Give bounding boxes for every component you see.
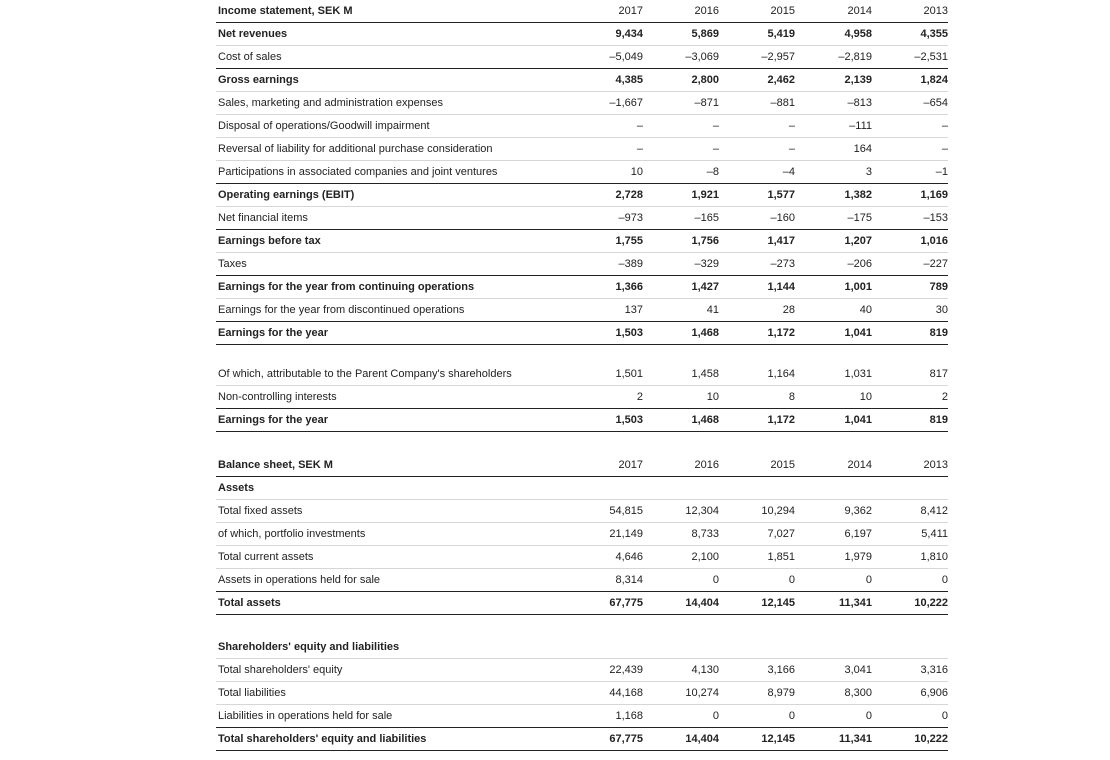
cell-value: 4,385 — [615, 74, 643, 86]
cell-value: –160 — [770, 212, 795, 224]
cell-value: 5,869 — [691, 28, 719, 40]
table-row — [216, 184, 948, 207]
table-row — [216, 409, 948, 432]
equity-rows — [216, 659, 948, 751]
cell-value: – — [712, 120, 719, 132]
cell-value: 1,031 — [844, 368, 872, 380]
row-label: of which, portfolio investments — [218, 528, 366, 540]
cell-value: 2,800 — [691, 74, 719, 86]
table-row — [216, 322, 948, 345]
cell-value: 12,145 — [761, 597, 795, 609]
cell-value: –2,531 — [914, 51, 948, 63]
row-label: Gross earnings — [218, 74, 299, 86]
cell-value: –871 — [694, 97, 719, 109]
cell-value: –3,069 — [685, 51, 719, 63]
cell-value: 1,041 — [844, 414, 872, 426]
cell-value: 819 — [929, 327, 948, 339]
year-header: 2016 — [694, 459, 719, 471]
cell-value: 3,041 — [844, 664, 872, 676]
cell-value: 0 — [788, 574, 795, 586]
cell-value: –206 — [847, 258, 872, 270]
cell-value: 4,958 — [844, 28, 872, 40]
cell-value: 10 — [630, 166, 643, 178]
cell-value: 8,314 — [615, 574, 643, 586]
income-statement-table — [216, 0, 948, 345]
row-label: Non-controlling interests — [218, 391, 337, 403]
cell-value: 7,027 — [767, 528, 795, 540]
cell-value: 10 — [859, 391, 872, 403]
table-row — [216, 682, 948, 705]
cell-value: 1,001 — [844, 281, 872, 293]
cell-value: 3 — [865, 166, 872, 178]
cell-value: 5,411 — [921, 528, 948, 540]
cell-value: 10,274 — [685, 687, 719, 699]
row-label: Net financial items — [218, 212, 308, 224]
row-label: Total current assets — [218, 551, 314, 563]
cell-value: 1,144 — [767, 281, 795, 293]
cell-value: 1,169 — [920, 189, 948, 201]
table-row — [216, 115, 948, 138]
year-header: 2015 — [770, 459, 795, 471]
cell-value: – — [712, 143, 719, 155]
cell-value: –227 — [923, 258, 948, 270]
balance-sheet-table — [216, 454, 948, 615]
cell-value: – — [941, 143, 948, 155]
cell-value: 2,462 — [767, 74, 795, 86]
cell-value: 1,417 — [767, 235, 795, 247]
table-row — [216, 299, 948, 322]
cell-value: 1,503 — [615, 327, 643, 339]
cell-value: 1,468 — [691, 327, 719, 339]
cell-value: –8 — [706, 166, 719, 178]
assets-heading: Assets — [218, 482, 255, 494]
year-header: 2017 — [618, 5, 643, 17]
table-row — [216, 500, 948, 523]
cell-value: –153 — [923, 212, 948, 224]
cell-value: 4,355 — [920, 28, 948, 40]
cell-value: 8,300 — [844, 687, 872, 699]
cell-value: 10 — [706, 391, 719, 403]
cell-value: 1,172 — [767, 327, 795, 339]
row-label: Total assets — [218, 597, 281, 609]
cell-value: 11,341 — [838, 597, 872, 609]
cell-value: –389 — [618, 258, 643, 270]
cell-value: 6,197 — [844, 528, 872, 540]
cell-value: 8,733 — [691, 528, 719, 540]
cell-value: 0 — [941, 710, 948, 722]
row-label: Participations in associated companies and joint ventures — [218, 166, 498, 178]
cell-value: 67,775 — [609, 733, 643, 745]
balance-title: Balance sheet, SEK M — [218, 459, 333, 471]
cell-value: 1,501 — [615, 368, 643, 380]
cell-value: 8 — [788, 391, 795, 403]
table-row — [216, 546, 948, 569]
cell-value: 1,172 — [767, 414, 795, 426]
table-row — [216, 69, 948, 92]
cell-value: 1,427 — [691, 281, 719, 293]
cell-value: 2 — [941, 391, 948, 403]
cell-value: 0 — [865, 710, 872, 722]
asset-rows — [216, 500, 948, 615]
cell-value: 817 — [929, 368, 948, 380]
cell-value: – — [636, 120, 643, 132]
cell-value: –329 — [694, 258, 719, 270]
row-label: Cost of sales — [218, 51, 282, 63]
cell-value: 1,041 — [844, 327, 872, 339]
cell-value: 4,646 — [615, 551, 643, 563]
year-header: 2014 — [847, 459, 872, 471]
attribution-rows — [216, 363, 948, 432]
cell-value: 11,341 — [838, 733, 872, 745]
cell-value: – — [788, 143, 795, 155]
cell-value: –1 — [935, 166, 948, 178]
cell-value: 1,979 — [844, 551, 872, 563]
table-row — [216, 253, 948, 276]
year-header: 2013 — [923, 459, 948, 471]
cell-value: 0 — [941, 574, 948, 586]
cell-value: 40 — [859, 304, 872, 316]
cell-value: 1,756 — [691, 235, 719, 247]
cell-value: 67,775 — [609, 597, 643, 609]
year-header: 2015 — [770, 5, 795, 17]
table-row — [216, 386, 948, 409]
cell-value: 1,468 — [691, 414, 719, 426]
table-row — [216, 569, 948, 592]
cell-value: 1,168 — [615, 710, 643, 722]
cell-value: 22,439 — [609, 664, 643, 676]
cell-value: 0 — [788, 710, 795, 722]
cell-value: 44,168 — [609, 687, 643, 699]
cell-value: 9,434 — [615, 28, 643, 40]
cell-value: 4,130 — [691, 664, 719, 676]
cell-value: 1,207 — [844, 235, 872, 247]
cell-value: 2,139 — [844, 74, 872, 86]
cell-value: –165 — [694, 212, 719, 224]
cell-value: –111 — [849, 120, 872, 132]
year-header: 2014 — [847, 5, 872, 17]
row-label: Earnings for the year from discontinued operations — [218, 304, 465, 316]
cell-value: – — [941, 120, 948, 132]
cell-value: 8,412 — [920, 505, 948, 517]
cell-value: –881 — [770, 97, 795, 109]
table-row — [216, 92, 948, 115]
cell-value: 0 — [865, 574, 872, 586]
cell-value: 14,404 — [685, 733, 719, 745]
cell-value: 789 — [929, 281, 948, 293]
cell-value: – — [636, 143, 643, 155]
table-row — [216, 728, 948, 751]
cell-value: 1,366 — [615, 281, 643, 293]
cell-value: 10,222 — [914, 597, 948, 609]
cell-value: 1,851 — [767, 551, 795, 563]
cell-value: 54,815 — [609, 505, 643, 517]
table-row — [216, 138, 948, 161]
cell-value: 0 — [712, 574, 719, 586]
row-label: Disposal of operations/Goodwill impairment — [218, 120, 430, 132]
cell-value: 164 — [853, 143, 872, 155]
table-row — [216, 23, 948, 46]
cell-value: –1,667 — [609, 97, 643, 109]
cell-value: 21,149 — [609, 528, 643, 540]
row-label: Earnings for the year — [218, 327, 329, 339]
cell-value: 0 — [712, 710, 719, 722]
cell-value: 1,577 — [767, 189, 795, 201]
cell-value: 12,304 — [685, 505, 719, 517]
cell-value: –273 — [770, 258, 795, 270]
cell-value: 8,979 — [767, 687, 795, 699]
year-header: 2017 — [618, 459, 643, 471]
table-row — [216, 523, 948, 546]
row-label: Of which, attributable to the Parent Company's shareholders — [218, 368, 512, 380]
table-row — [216, 659, 948, 682]
equity-table — [216, 636, 948, 751]
cell-value: 12,145 — [761, 733, 795, 745]
table-row — [216, 46, 948, 69]
row-label: Earnings before tax — [218, 235, 321, 247]
cell-value: 137 — [624, 304, 643, 316]
cell-value: 2 — [636, 391, 643, 403]
row-label: Total shareholders' equity and liabilities — [218, 733, 427, 745]
attribution-table — [216, 363, 948, 432]
equity-heading: Shareholders' equity and liabilities — [218, 641, 400, 653]
income-title: Income statement, SEK M — [218, 5, 353, 17]
table-row — [216, 592, 948, 615]
table-row — [216, 230, 948, 253]
cell-value: 1,824 — [920, 74, 948, 86]
cell-value: 10,222 — [914, 733, 948, 745]
row-label: Sales, marketing and administration expenses — [218, 97, 444, 109]
cell-value: 1,810 — [920, 551, 948, 563]
cell-value: 2,100 — [691, 551, 719, 563]
cell-value: 3,316 — [920, 664, 948, 676]
cell-value: 1,503 — [615, 414, 643, 426]
cell-value: 1,755 — [615, 235, 643, 247]
cell-value: – — [788, 120, 795, 132]
row-label: Total fixed assets — [218, 505, 303, 517]
cell-value: 28 — [782, 304, 795, 316]
row-label: Operating earnings (EBIT) — [218, 189, 355, 201]
cell-value: –813 — [847, 97, 872, 109]
cell-value: 1,921 — [691, 189, 719, 201]
table-row — [216, 276, 948, 299]
row-label: Earnings for the year — [218, 414, 329, 426]
cell-value: 1,382 — [844, 189, 872, 201]
cell-value: 9,362 — [844, 505, 872, 517]
row-label: Net revenues — [218, 28, 288, 40]
table-row — [216, 161, 948, 184]
table-row — [216, 705, 948, 728]
income-header-row — [216, 0, 948, 23]
equity-heading-row — [216, 636, 948, 659]
row-label: Earnings for the year from continuing operations — [218, 281, 475, 293]
cell-value: 6,906 — [920, 687, 948, 699]
year-header: 2013 — [923, 5, 948, 17]
row-label: Taxes — [218, 258, 247, 270]
cell-value: 30 — [935, 304, 948, 316]
cell-value: –5,049 — [609, 51, 643, 63]
cell-value: –654 — [923, 97, 948, 109]
balance-header-row — [216, 454, 948, 477]
assets-heading-row — [216, 477, 948, 500]
table-row — [216, 363, 948, 386]
cell-value: 1,458 — [691, 368, 719, 380]
income-rows — [216, 23, 948, 345]
cell-value: 1,016 — [920, 235, 948, 247]
cell-value: 2,728 — [615, 189, 643, 201]
cell-value: –4 — [782, 166, 795, 178]
cell-value: 3,166 — [767, 664, 795, 676]
year-header: 2016 — [694, 5, 719, 17]
cell-value: 41 — [706, 304, 719, 316]
cell-value: –175 — [847, 212, 872, 224]
row-label: Total liabilities — [218, 687, 286, 699]
cell-value: –973 — [618, 212, 643, 224]
row-label: Liabilities in operations held for sale — [218, 710, 393, 722]
cell-value: –2,957 — [761, 51, 795, 63]
row-label: Assets in operations held for sale — [218, 574, 381, 586]
cell-value: 10,294 — [761, 505, 795, 517]
cell-value: 819 — [929, 414, 948, 426]
cell-value: –2,819 — [838, 51, 872, 63]
cell-value: 14,404 — [685, 597, 719, 609]
row-label: Total shareholders' equity — [218, 664, 343, 676]
table-row — [216, 207, 948, 230]
cell-value: 1,164 — [767, 368, 795, 380]
row-label: Reversal of liability for additional purchase consideration — [218, 143, 493, 155]
cell-value: 5,419 — [767, 28, 795, 40]
